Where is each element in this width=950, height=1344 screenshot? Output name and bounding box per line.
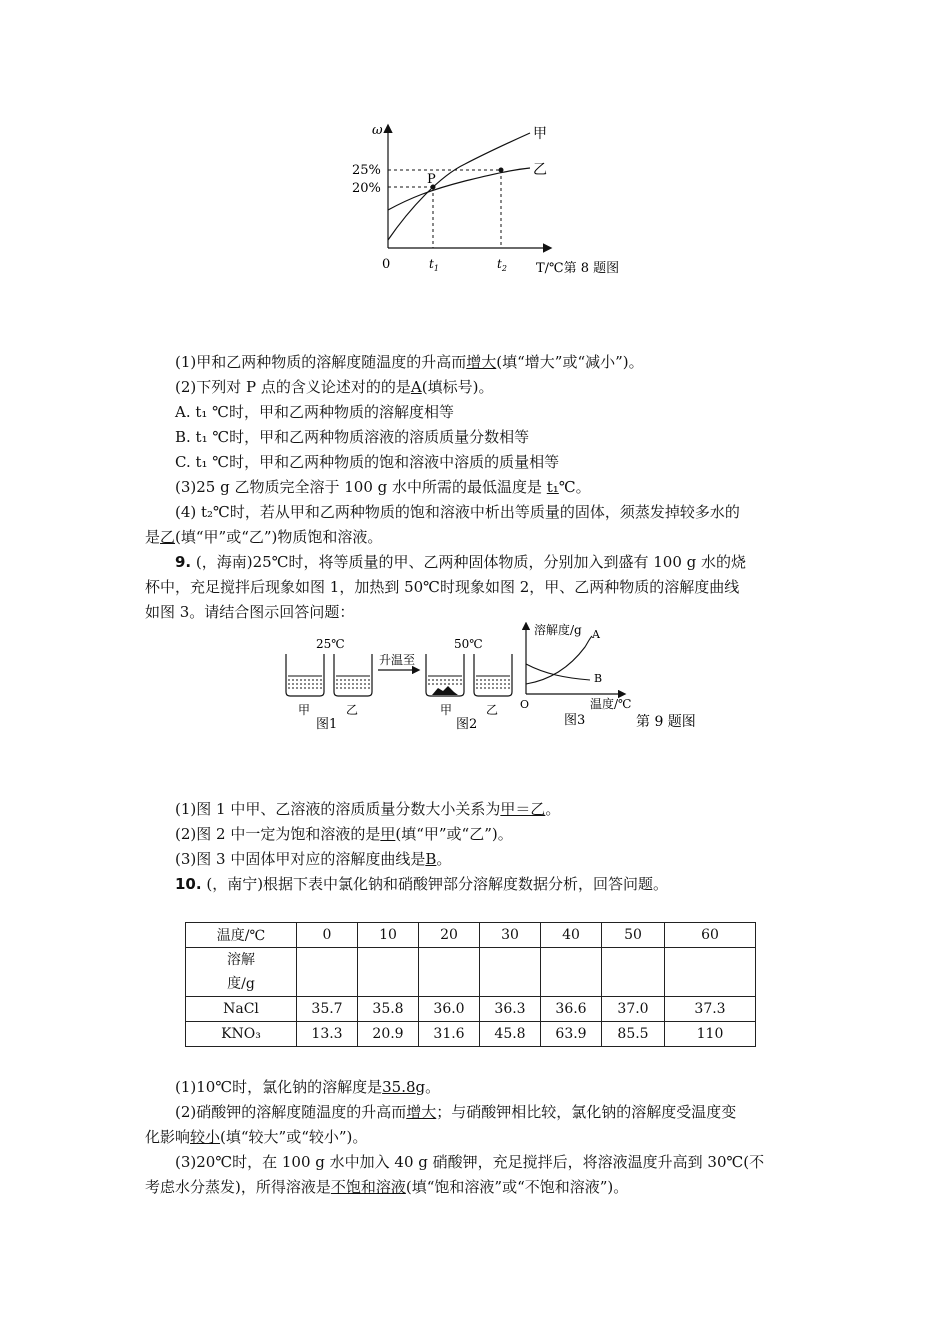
q9-stem-line2: 杯中，充足搅拌后现象如图 1，加热到 50℃时现象如图 2，甲、乙两种物质的溶解度曲线 <box>145 578 740 596</box>
fig3-origin: O <box>520 698 530 711</box>
table-cell: 40 <box>541 923 602 948</box>
fig1-label-jia: 甲 <box>298 703 311 717</box>
q8-option-a: A. t₁ ℃时，甲和乙两种物质的溶解度相等 <box>175 403 454 421</box>
table-cell: 0 <box>297 923 358 948</box>
y-label: ω <box>372 123 383 138</box>
tick-t1: $t_1$ <box>429 257 439 273</box>
fig9-diagram <box>280 622 720 734</box>
q8-part2: (2)下列对 P 点的含义论述对的的是A(填标号)。 <box>175 378 494 396</box>
table-cell: 85.5 <box>602 1022 665 1047</box>
q10-part3-line2: 考虑水分蒸发)，所得溶液是不饱和溶液(填“饱和溶液”或“不饱和溶液”)。 <box>145 1178 629 1196</box>
table-cell: 35.7 <box>297 997 358 1022</box>
fig9-temp25: 25℃ <box>316 637 345 651</box>
table-cell: 36.6 <box>541 997 602 1022</box>
fig2-caption: 图2 <box>456 717 478 732</box>
label-yi: 乙 <box>533 162 547 178</box>
fig3-caption: 图3 <box>564 713 586 728</box>
q8-part3: (3)25 g 乙物质完全溶于 100 g 水中所需的最低温度是 t₁℃。 <box>175 478 591 496</box>
table-cell: 13.3 <box>297 1022 358 1047</box>
table-row <box>186 1022 756 1047</box>
fig2-label-yi: 乙 <box>486 703 499 717</box>
fig3-y-label: 溶解度/g <box>534 623 582 637</box>
q8-option-b: B. t₁ ℃时，甲和乙两种物质溶液的溶质质量分数相等 <box>175 428 530 446</box>
tick-t2: $t_2$ <box>497 257 507 273</box>
table-row <box>186 997 756 1022</box>
q9-stem-line3: 如图 3。请结合图示回答问题： <box>145 603 355 621</box>
fig1-label-yi: 乙 <box>346 703 359 717</box>
q9-part3: (3)图 3 中固体甲对应的溶解度曲线是B。 <box>175 850 452 868</box>
fig9-temp50: 50℃ <box>454 637 483 651</box>
q9-part2: (2)图 2 中一定为饱和溶液的是甲(填“甲”或“乙”)。 <box>175 825 513 843</box>
q9-part1: (1)图 1 中甲、乙溶液的溶质质量分数大小关系为甲＝乙。 <box>175 800 561 818</box>
table-cell: 37.0 <box>602 997 665 1022</box>
table-cell: 45.8 <box>480 1022 541 1047</box>
q10-part2-line2: 化影响较小(填“较大”或“较小”)。 <box>145 1128 368 1146</box>
fig9-caption: 第 9 题图 <box>636 714 696 730</box>
table-cell: 63.9 <box>541 1022 602 1047</box>
table-cell: 36.0 <box>419 997 480 1022</box>
fig2-label-jia: 甲 <box>440 703 453 717</box>
q8-option-c: C. t₁ ℃时，甲和乙两种物质的饱和溶液中溶质的质量相等 <box>175 453 560 471</box>
q10-part1: (1)10℃时，氯化钠的溶解度是35.8g。 <box>175 1078 441 1096</box>
table-row <box>186 923 756 948</box>
q8-part4-line1: (4) t₂℃时，若从甲和乙两种物质的饱和溶液中析出等质量的固体，须蒸发掉较多水的 <box>175 503 740 521</box>
origin: 0 <box>382 257 391 272</box>
table-header-label: 温度/℃ <box>186 923 297 948</box>
fig1-caption: 图1 <box>316 717 338 732</box>
table-cell: 37.3 <box>665 997 756 1022</box>
table-cell: 31.6 <box>419 1022 480 1047</box>
tick-25: 25% <box>352 163 381 178</box>
q9-stem-line1: 9. (，海南)25℃时，将等质量的甲、乙两种固体物质，分别加入到盛有 100 g 水的烧 <box>175 553 747 571</box>
table-cell: 20 <box>419 923 480 948</box>
point-t2 <box>499 168 504 173</box>
heat-label: 升温至 <box>379 653 416 667</box>
fig3-label-a: A <box>592 628 600 641</box>
table-cell: 50 <box>602 923 665 948</box>
table-cell: 30 <box>480 923 541 948</box>
table-cell: 10 <box>358 923 419 948</box>
label-jia: 甲 <box>533 126 547 142</box>
table-row-label: KNO₃ <box>186 1022 297 1047</box>
table-row <box>186 948 756 997</box>
q10-part2-line1: (2)硝酸钾的溶解度随温度的升高而增大；与硝酸钾相比较，氯化钠的溶解度受温度变 <box>175 1103 737 1121</box>
table-cell: 110 <box>665 1022 756 1047</box>
q8-part1: (1)甲和乙两种物质的溶解度随温度的升高而增大(填“增大”或“减小”)。 <box>175 353 644 371</box>
table-cell: 36.3 <box>480 997 541 1022</box>
q10-stem: 10. (，南宁)根据下表中氯化钠和硝酸钾部分溶解度数据分析，回答问题。 <box>175 875 669 893</box>
table-row-label: NaCl <box>186 997 297 1022</box>
solubility-table <box>185 922 756 1047</box>
fig8-graph <box>340 118 640 283</box>
fig3-label-b: B <box>594 672 603 685</box>
table-row-label: 溶解 度/g <box>186 948 297 997</box>
label-p: P <box>427 172 436 187</box>
fig3-curve-a <box>526 636 592 684</box>
table-cell: 20.9 <box>358 1022 419 1047</box>
q10-part3-line1: (3)20℃时，在 100 g 水中加入 40 g 硝酸钾，充足搅拌后，将溶液温度升高到 30℃(不 <box>175 1153 765 1171</box>
curve-jia <box>388 133 530 240</box>
fig1-beakers <box>286 654 372 696</box>
table-cell: 35.8 <box>358 997 419 1022</box>
curve-yi <box>388 168 530 210</box>
table-cell: 60 <box>665 923 756 948</box>
fig3-x-label: 温度/℃ <box>590 697 632 711</box>
fig2-beakers <box>426 654 512 696</box>
x-label: T/℃第 8 题图 <box>536 261 620 276</box>
tick-20: 20% <box>352 181 381 196</box>
q8-part4-line2: 是乙(填“甲”或“乙”)物质饱和溶液。 <box>145 528 383 546</box>
